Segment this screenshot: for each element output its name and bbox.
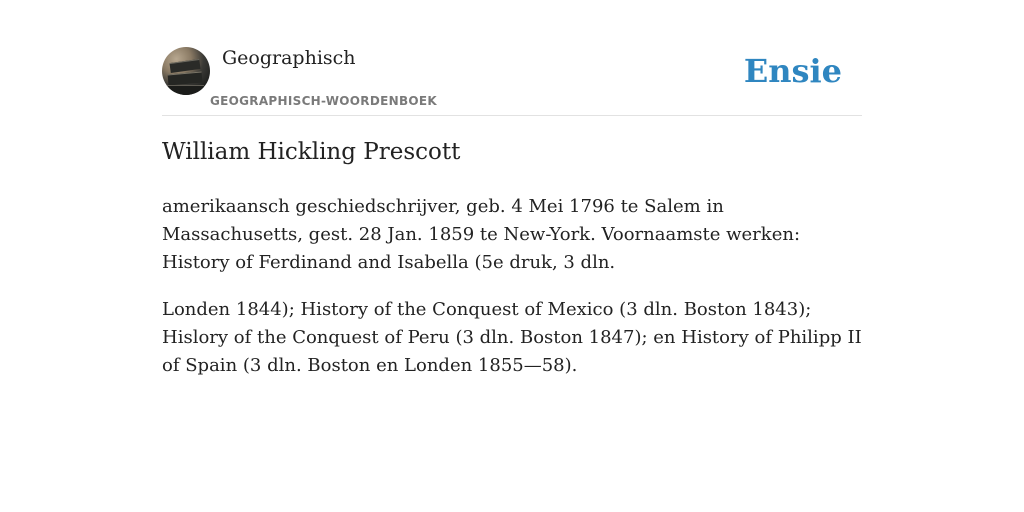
book-icon: [169, 59, 200, 73]
ensie-logo[interactable]: Ensie: [743, 52, 842, 90]
book-icon: [168, 72, 203, 86]
entry-content: [162, 193, 862, 399]
avatar[interactable]: [162, 47, 210, 95]
brand-name[interactable]: Geographisch: [222, 47, 356, 69]
page-title: William Hickling Prescott: [162, 139, 461, 165]
book-icon: [166, 85, 204, 95]
brand-subtitle[interactable]: GEOGRAPHISCH-WOORDENBOEK: [210, 94, 437, 108]
header: [162, 44, 862, 116]
entry-paragraph: amerikaansch geschiedschrijver, geb. 4 Mei 1796 te Salem in Massachusetts, gest. 28 Jan. 1859 te New-York. Voornaamste werken: History of Ferdinand and Isabella (5e druk, 3 dln.: [162, 196, 801, 273]
entry-paragraph: Londen 1844); History of the Conquest of Mexico (3 dln. Boston 1843); Hislory of the Conquest of Peru (3 dln. Boston 1847); en History of Philipp II of Spain (3 dln. Boston en Londen 1855—58).: [162, 299, 862, 376]
